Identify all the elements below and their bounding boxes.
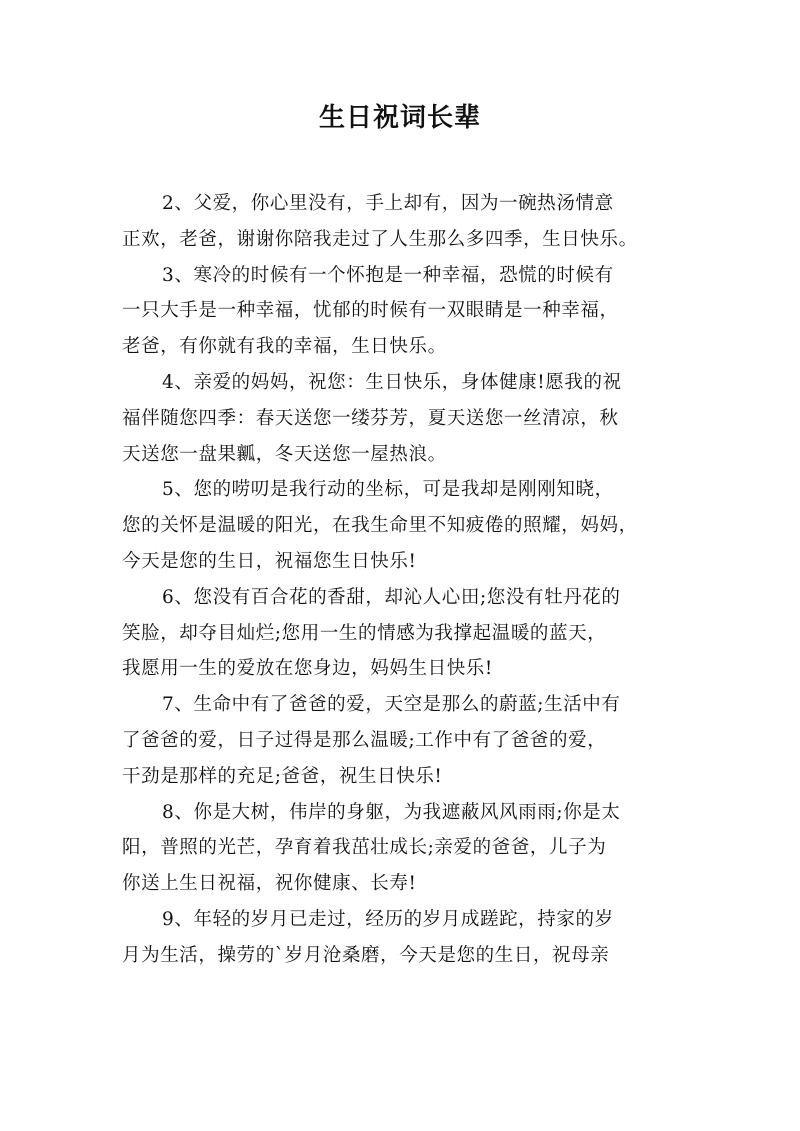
- paragraph-8: [122, 795, 682, 902]
- paragraph-line: 今天是您的生日，祝福您生日快乐!: [122, 550, 417, 572]
- paragraph-line: 干劲是那样的充足;爸爸，祝生日快乐!: [122, 765, 443, 787]
- paragraph-line: 我愿用一生的爱放在您身边，妈妈生日快乐!: [122, 658, 493, 680]
- paragraph-9: [122, 902, 682, 974]
- paragraph-line: 2、父爱，你心里没有，手上却有，因为一碗热汤情意: [162, 193, 614, 214]
- paragraph-line: 7、生命中有了爸爸的爱，天空是那么的蔚蓝;生活中有: [162, 694, 621, 716]
- paragraph-3: [122, 258, 682, 365]
- paragraph-6: [122, 580, 682, 687]
- paragraph-line: 笑脸，却夺目灿烂;您用一生的情感为我撑起温暖的蓝天，: [122, 622, 607, 644]
- paragraph-7: [122, 687, 682, 794]
- paragraph-line: 阳，普照的光芒，孕育着我茁壮成长;亲爱的爸爸，儿子为: [122, 837, 607, 859]
- paragraph-line: 正欢，老爸，谢谢你陪我走过了人生那么多四季，生日快乐。: [122, 228, 638, 250]
- paragraph-line: 老爸，有你就有我的幸福，生日快乐。: [122, 336, 447, 358]
- paragraph-4: [122, 365, 682, 472]
- paragraph-line: 9、年轻的岁月已走过，经历的岁月成蹉跎，持家的岁: [162, 908, 614, 930]
- paragraph-line: 6、您没有百合花的香甜，却沁人心田;您没有牡丹花的: [162, 586, 621, 608]
- paragraph-2: [122, 186, 682, 258]
- document-title: 生日祝词长辈: [318, 103, 481, 133]
- paragraph-line: 了爸爸的爱，日子过得是那么温暖;工作中有了爸爸的爱，: [122, 729, 607, 751]
- paragraph-line: 8、你是大树，伟岸的身躯，为我遮蔽风风雨雨;你是太: [162, 801, 621, 823]
- paragraph-line: 您的关怀是温暖的阳光，在我生命里不知疲倦的照耀，妈妈，: [122, 515, 638, 537]
- paragraph-line: 福伴随您四季：春天送您一缕芬芳，夏天送您一丝清凉，秋: [122, 407, 619, 429]
- paragraph-line: 月为生活，操劳的`岁月沧桑磨，今天是您的生日，祝母亲: [122, 944, 610, 966]
- paragraph-line: 3、寒冷的时候有一个怀抱是一种幸福，恐慌的时候有: [162, 264, 614, 286]
- paragraph-line: 你送上生日祝福，祝你健康、长寿!: [122, 873, 417, 895]
- paragraph-line: 一只大手是一种幸福，忧郁的时候有一双眼睛是一种幸福，: [122, 300, 619, 322]
- paragraph-5: [122, 472, 682, 579]
- document-body: [122, 186, 682, 974]
- paragraph-line: 天送您一盘果瓤，冬天送您一屋热浪。: [122, 443, 447, 465]
- paragraph-line: 4、亲爱的妈妈，祝您：生日快乐，身体健康!愿我的祝: [162, 371, 622, 393]
- paragraph-line: 5、您的唠叨是我行动的坐标，可是我却是刚刚知晓，: [162, 479, 614, 501]
